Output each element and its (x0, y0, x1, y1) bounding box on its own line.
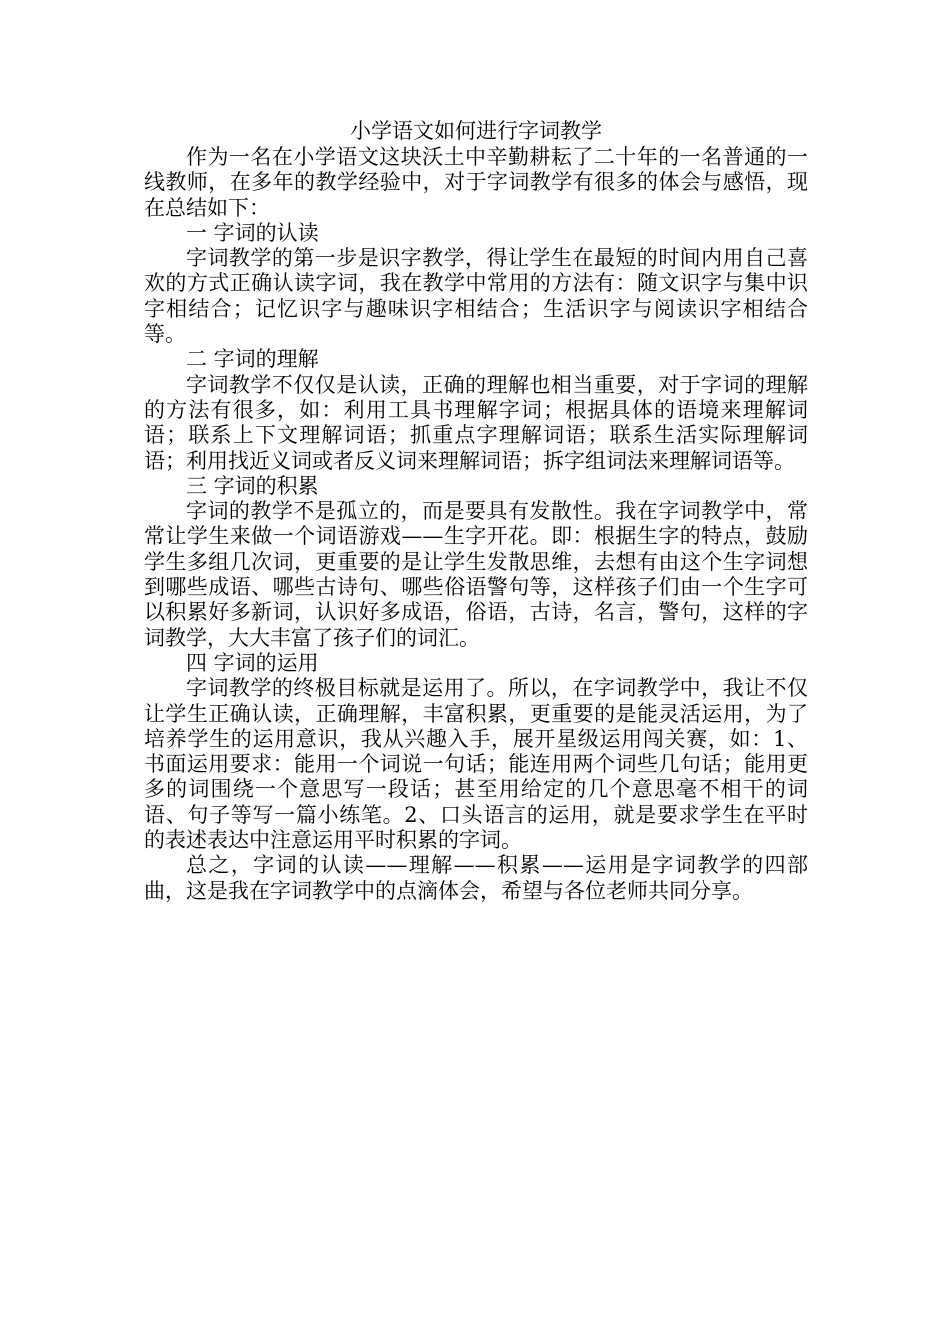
section-body-2: 字词教学不仅仅是认读，正确的理解也相当重要，对于字词的理解的方法有很多，如：利用工具书理解字词；根据具体的语境来理解词语；联系上下文理解词语；抓重点字理解词语；联系生活实际理解词语；利用找近义词或者反义词来理解词语；拆字组词法来理解词语等。 (144, 372, 808, 473)
section-heading-3: 三 字词的积累 (186, 473, 319, 498)
section-body-3: 字词的教学不是孤立的，而是要具有发散性。我在字词教学中，常常让学生来做一个词语游戏——生字开花。即：根据生字的特点，鼓励学生多组几次词，更重要的是让学生发散思维，去想有由这个生字词想到哪些成语、哪些古诗句、哪些俗语警句等，这样孩子们由一个生字可以积累好多新词，认识好多成语，俗语，古诗，名言，警句，这样的字词教学，大大丰富了孩子们的词汇。 (144, 499, 808, 650)
intro-paragraph: 作为一名在小学语文这块沃土中辛勤耕耘了二十年的一名普通的一线教师，在多年的教学经验中，对于字词教学有很多的体会与感悟，现在总结如下： (144, 145, 808, 220)
section-body-1: 字词教学的第一步是识字教学，得让学生在最短的时间内用自己喜欢的方式正确认读字词，我在教学中常用的方法有：随文识字与集中识字相结合；记忆识字与趣味识字相结合；生活识字与阅读识字相结合等。 (144, 246, 808, 347)
section-heading-2: 二 字词的理解 (186, 347, 319, 372)
section-body-4: 字词教学的终极目标就是运用了。所以，在字词教学中，我让不仅让学生正确认读，正确理解，丰富积累，更重要的是能灵活运用，为了培养学生的运用意识，我从兴趣入手，展开星级运用闯关赛，如：1、书面运用要求：能用一个词说一句话；能连用两个词些几句话；能用更多的词围绕一个意思写一段话；甚至用给定的几个意思毫不相干的词语、句子等写一篇小练笔。2、口头语言的运用，就是要求学生在平时的表述表达中注意运用平时积累的字词。 (144, 676, 808, 853)
conclusion-paragraph: 总之，字词的认读——理解——积累——运用是字词教学的四部曲，这是我在字词教学中的点滴体会，希望与各位老师共同分享。 (144, 853, 808, 903)
document-page (144, 118, 808, 904)
document-title: 小学语文如何进行字词教学 (350, 119, 602, 143)
section-heading-4: 四 字词的运用 (186, 650, 319, 675)
section-heading-1: 一 字词的认读 (186, 220, 319, 245)
